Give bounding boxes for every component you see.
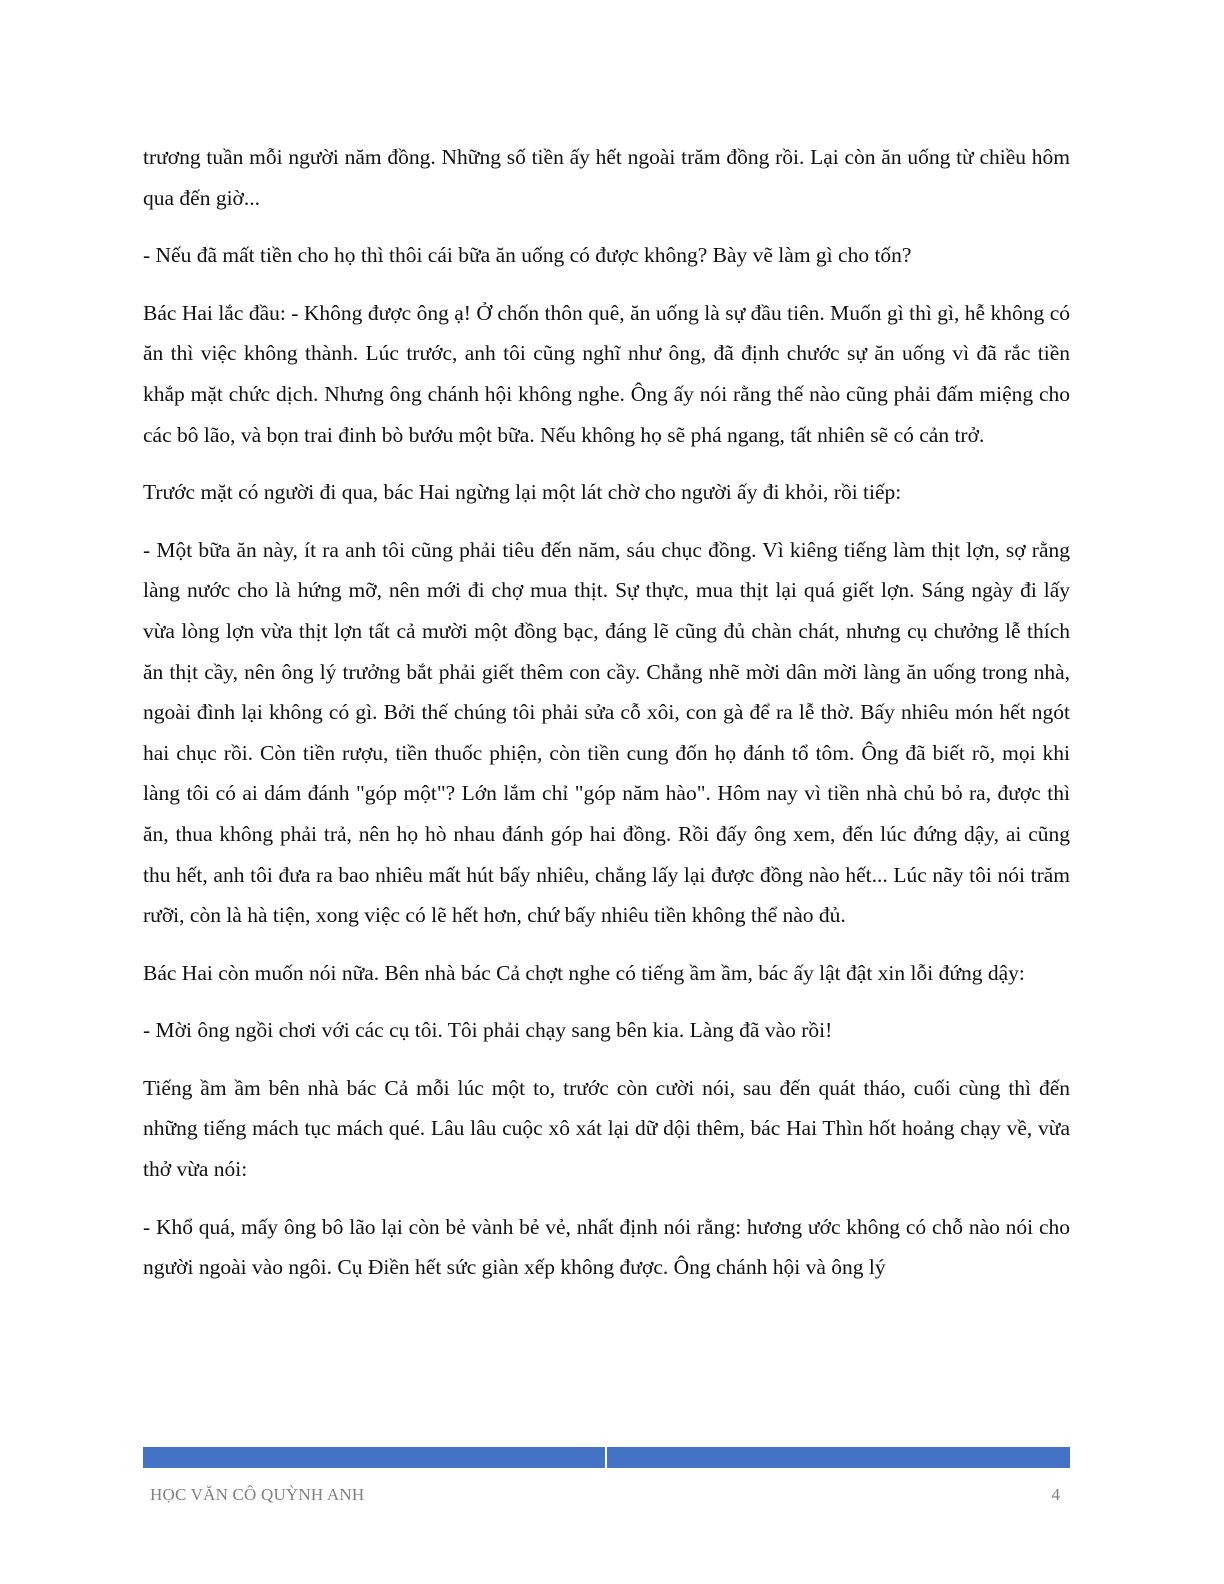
paragraph: - Mời ông ngồi chơi với các cụ tôi. Tôi phải chạy sang bên kia. Làng đã vào rồi! [143,1018,833,1043]
paragraph: trương tuần mỗi người năm đồng. Những số tiền ấy hết ngoài trăm đồng rồi. Lại còn ăn uống từ chiều hôm qua đến giờ... [143,145,1070,210]
paragraph: - Nếu đã mất tiền cho họ thì thôi cái bữa ăn uống có được không? Bày vẽ làm gì cho tốn? [143,243,912,268]
page-number: 4 [1051,1485,1060,1504]
document-body [143,137,1070,1305]
paragraph: Tiếng ầm ầm bên nhà bác Cả mỗi lúc một to, trước còn cười nói, sau đến quát tháo, cuối cùng thì đến những tiếng mách tục mách qué. Lâu lâu cuộc xô xát lại dữ dội thêm, bác Hai Thìn hốt hoảng chạy về, vừa thở vừa nói: [143,1075,1070,1182]
footer-bar-right [607,1447,1070,1468]
paragraph: Bác Hai còn muốn nói nữa. Bên nhà bác Cả chợt nghe có tiếng ầm ầm, bác ấy lật đật xin lỗi đứng dậy: [143,960,1025,985]
paragraph: Bác Hai lắc đầu: - Không được ông ạ! Ở chốn thôn quê, ăn uống là sự đầu tiên. Muốn gì thì gì, hễ không có ăn thì việc không thành. Lúc trước, anh tôi cũng nghĩ như ông, đã định chước sự ăn uống vì đã rắc tiền khắp mặt chức dịch. Nhưng ông chánh hội không nghe. Ông ấy nói rằng thế nào cũng phải đấm miệng cho các bô lão, và bọn trai đinh bò bướu một bữa. Nếu không họ sẽ phá ngang, tất nhiên sẽ có cản trở. [143,300,1070,447]
paragraph: - Một bữa ăn này, ít ra anh tôi cũng phải tiêu đến năm, sáu chục đồng. Vì kiêng tiếng làm thịt lợn, sợ rằng làng nước cho là hứng mỡ, nên mới đi chợ mua thịt. Sự thực, mua thịt lại quá giết lợn. Sáng ngày đi lấy vừa lòng lợn vừa thịt lợn tất cả mười một đồng bạc, đáng lẽ cũng đủ chàn chát, nhưng cụ chưởng lễ thích ăn thịt cầy, nên ông lý trưởng bắt phải giết thêm con cầy. Chẳng nhẽ mời dân mời làng ăn uống trong nhà, ngoài đình lại không có gì. Bởi thế chúng tôi phải sửa cỗ xôi, con gà để ra lễ thờ. Bấy nhiêu món hết ngót hai chục rồi. Còn tiền rượu, tiền thuốc phiện, còn tiền cung đốn họ đánh tổ tôm. Ông đã biết rõ, mọi khi làng tôi có ai dám đánh "góp một"? Lớn lắm chỉ "góp năm hào". Hôm nay vì tiền nhà chủ bỏ ra, được thì ăn, thua không phải trả, nên họ hò nhau đánh góp hai đồng. Rồi đấy ông xem, đến lúc đứng dậy, ai cũng thu hết, anh tôi đưa ra bao nhiêu mất hút bấy nhiêu, chẳng lấy lại được đồng nào hết... Lúc nãy tôi nói trăm rưỡi, còn là hà tiện, xong việc có lẽ hết hơn, chứ bấy nhiêu tiền không thể nào đủ. [143,537,1070,928]
paragraph: Trước mặt có người đi qua, bác Hai ngừng lại một lát chờ cho người ấy đi khỏi, rồi tiếp: [143,480,902,505]
footer-bar-left [143,1447,605,1468]
footer-title: HỌC VĂN CÔ QUỲNH ANH [150,1485,365,1504]
paragraph: - Khổ quá, mấy ông bô lão lại còn bẻ vành bẻ vẻ, nhất định nói rằng: hương ước không có chỗ nào nói cho người ngoài vào ngôi. Cụ Điền hết sức giàn xếp không được. Ông chánh hội và ông lý [143,1214,1070,1280]
